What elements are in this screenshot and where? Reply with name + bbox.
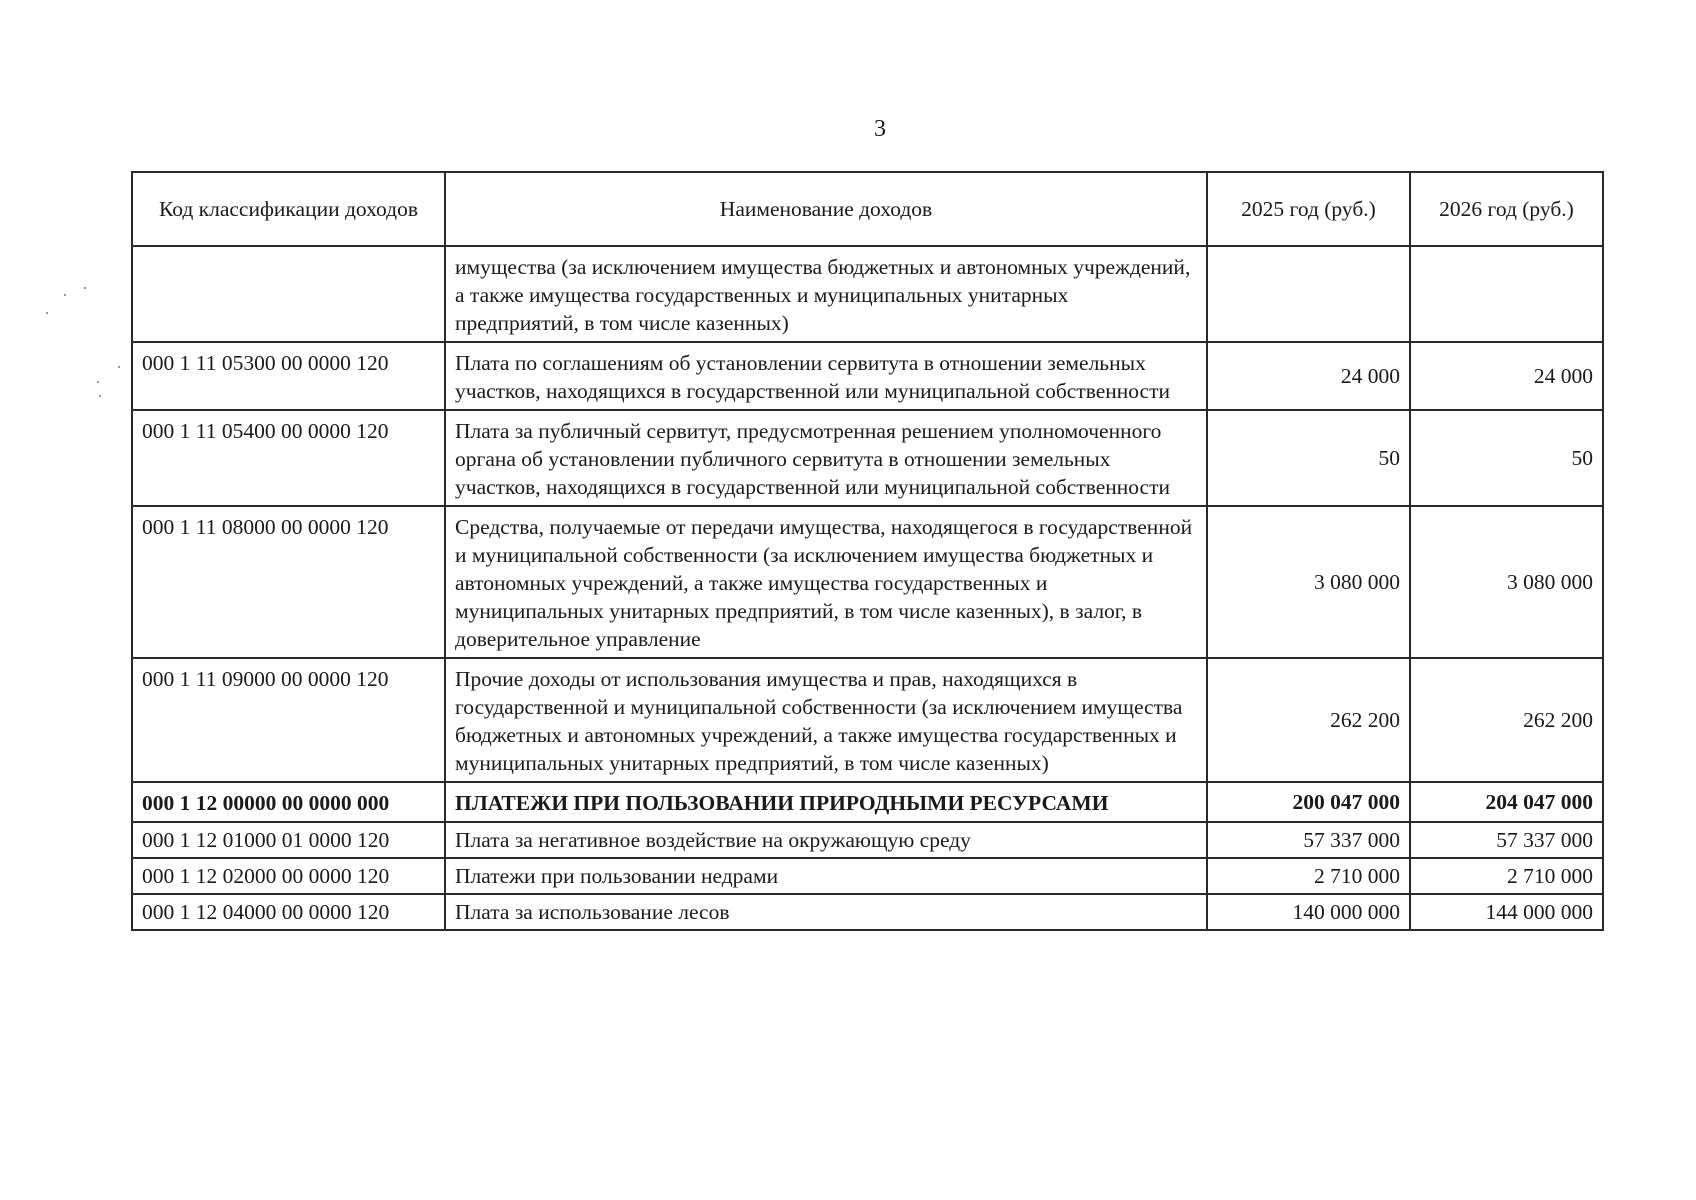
row-value-2025: 2 710 000 <box>1207 858 1410 894</box>
row-value-2026: 24 000 <box>1410 342 1603 410</box>
row-value-2025 <box>1207 246 1410 342</box>
row-name: Плата за негативное воздействие на окружающую среду <box>445 822 1207 858</box>
row-value-2026: 3 080 000 <box>1410 506 1603 658</box>
row-value-2026: 50 <box>1410 410 1603 506</box>
revenue-table <box>131 171 1604 931</box>
row-code: 000 1 11 08000 00 0000 120 <box>132 506 445 658</box>
row-name: Плата за использование лесов <box>445 894 1207 930</box>
row-value-2026: 204 047 000 <box>1410 782 1603 822</box>
table-row <box>132 506 1603 658</box>
row-name: Плата по соглашениям об установлении сервитута в отношении земельных участков, находящихся в государственной или муниципальной собственности <box>445 342 1207 410</box>
row-value-2026: 262 200 <box>1410 658 1603 782</box>
table-row <box>132 410 1603 506</box>
row-value-2026: 57 337 000 <box>1410 822 1603 858</box>
row-code: 000 1 12 00000 00 0000 000 <box>132 782 445 822</box>
table-row-section-total <box>132 782 1603 822</box>
row-code: 000 1 11 05400 00 0000 120 <box>132 410 445 506</box>
scan-speck <box>118 366 120 368</box>
row-value-2025: 140 000 000 <box>1207 894 1410 930</box>
scan-speck <box>84 287 86 289</box>
header-code: Код классификации доходов <box>132 172 445 246</box>
row-value-2025: 57 337 000 <box>1207 822 1410 858</box>
row-value-2026: 2 710 000 <box>1410 858 1603 894</box>
header-year-2026: 2026 год (руб.) <box>1410 172 1603 246</box>
table-row <box>132 658 1603 782</box>
row-code: 000 1 12 01000 01 0000 120 <box>132 822 445 858</box>
row-value-2025: 3 080 000 <box>1207 506 1410 658</box>
row-name: Прочие доходы от использования имущества и прав, находящихся в государственной и муниципальной собственности (за исключением имущества бюджетных и автономных учреждений, а также имущества государственных и муниципальных унитарных предприятий, в том числе казенных) <box>445 658 1207 782</box>
row-value-2026 <box>1410 246 1603 342</box>
row-name: Плата за публичный сервитут, предусмотренная решением уполномоченного органа об установлении публичного сервитута в отношении земельных участков, находящихся в государственной или муниципальной собственности <box>445 410 1207 506</box>
row-code <box>132 246 445 342</box>
row-value-2025: 24 000 <box>1207 342 1410 410</box>
table-header-row <box>132 172 1603 246</box>
row-code: 000 1 12 04000 00 0000 120 <box>132 894 445 930</box>
scan-speck <box>64 294 66 296</box>
table-row <box>132 246 1603 342</box>
row-code: 000 1 11 09000 00 0000 120 <box>132 658 445 782</box>
header-name: Наименование доходов <box>445 172 1207 246</box>
row-value-2025: 262 200 <box>1207 658 1410 782</box>
scan-speck <box>46 312 48 314</box>
row-value-2026: 144 000 000 <box>1410 894 1603 930</box>
row-code: 000 1 11 05300 00 0000 120 <box>132 342 445 410</box>
row-name: Средства, получаемые от передачи имущества, находящегося в государственной и муниципальной собственности (за исключением имущества бюджетных и автономных учреждений, а также имущества государственных и муниципальных унитарных предприятий, в том числе казенных), в залог, в доверительное управление <box>445 506 1207 658</box>
table-row <box>132 342 1603 410</box>
scan-speck <box>97 381 99 383</box>
header-year-2025: 2025 год (руб.) <box>1207 172 1410 246</box>
row-name: Платежи при пользовании недрами <box>445 858 1207 894</box>
row-name: имущества (за исключением имущества бюджетных и автономных учреждений, а также имущества государственных и муниципальных унитарных предприятий, в том числе казенных) <box>445 246 1207 342</box>
scan-speck <box>99 395 101 397</box>
row-value-2025: 50 <box>1207 410 1410 506</box>
row-name: ПЛАТЕЖИ ПРИ ПОЛЬЗОВАНИИ ПРИРОДНЫМИ РЕСУРСАМИ <box>445 782 1207 822</box>
row-value-2025: 200 047 000 <box>1207 782 1410 822</box>
table-row <box>132 822 1603 858</box>
table-row <box>132 858 1603 894</box>
table-row <box>132 894 1603 930</box>
row-code: 000 1 12 02000 00 0000 120 <box>132 858 445 894</box>
page-number: 3 <box>874 116 886 142</box>
